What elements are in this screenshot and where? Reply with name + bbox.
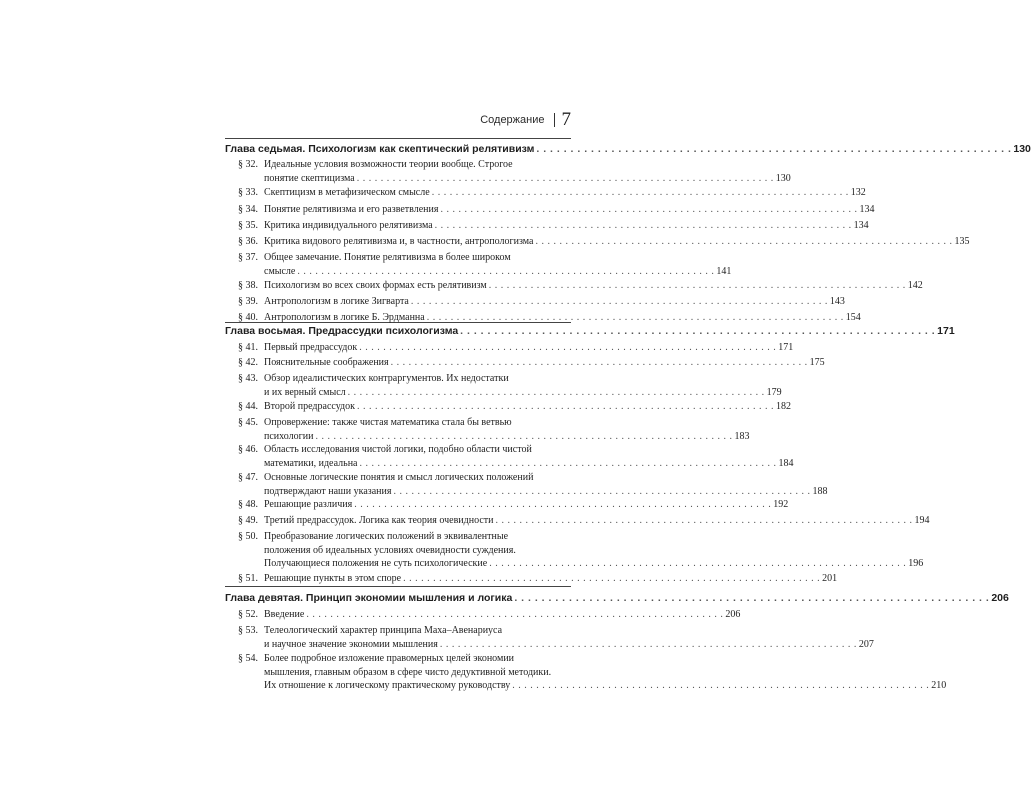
section-number: § 47. xyxy=(238,472,258,483)
section-number: § 37. xyxy=(238,252,258,263)
entry-title xyxy=(258,514,930,528)
entry-last-line xyxy=(264,514,930,528)
section-number: § 45. xyxy=(238,417,258,428)
entry-page-number: 206 xyxy=(725,609,741,620)
entry-last-line xyxy=(225,325,955,339)
entry-title-line: Опровержение: также чистая математика стала бы ветвью xyxy=(264,417,512,428)
section-number: § 43. xyxy=(238,373,258,384)
dot-leader xyxy=(460,325,935,339)
entry-title-line: Основные логические понятия и смысл логических положений xyxy=(264,472,534,483)
entry-title-line: Общее замечание. Понятие релятивизма в более широком xyxy=(264,252,511,263)
entry-title-line: Область исследования чистой логики, подобно области чистой xyxy=(264,444,532,455)
entry-page-number: 184 xyxy=(778,457,794,469)
entry-title-line: Третий предрассудок. Логика как теория очевидности xyxy=(264,515,494,526)
entry-title-line: подтверждают наши указания xyxy=(264,485,392,497)
dot-leader xyxy=(441,203,858,217)
dot-leader xyxy=(435,219,852,233)
dot-leader xyxy=(489,557,906,571)
entry-title xyxy=(225,143,1031,157)
entry-last-line xyxy=(264,430,749,444)
entry-last-line xyxy=(264,608,740,622)
entry-page-number: 142 xyxy=(907,280,923,291)
dot-leader xyxy=(297,265,714,279)
toc-section-entry[interactable] xyxy=(238,158,791,185)
entry-last-line xyxy=(264,203,875,217)
entry-last-line xyxy=(264,498,788,512)
toc-section-entry[interactable] xyxy=(238,235,970,249)
dot-leader xyxy=(440,638,857,652)
entry-title-line: Критика видового релятивизма и, в частности, антропологизма xyxy=(264,236,534,247)
entry-page-number: 130 xyxy=(775,172,791,184)
entry-title xyxy=(258,311,861,325)
toc-section-entry[interactable] xyxy=(238,219,869,233)
toc-section-entry[interactable] xyxy=(238,498,789,512)
entry-title-line: Второй предрассудок xyxy=(264,401,356,412)
running-head-divider xyxy=(554,113,555,127)
entry-title-line: психологии xyxy=(264,430,314,442)
dot-leader xyxy=(512,679,929,693)
dot-leader xyxy=(496,514,913,528)
dot-leader xyxy=(354,498,771,512)
entry-title xyxy=(225,592,1009,606)
entry-last-line xyxy=(264,485,827,499)
section-number: § 36. xyxy=(238,236,258,247)
entry-title xyxy=(225,325,955,339)
entry-last-line xyxy=(264,311,861,325)
section-number: § 50. xyxy=(238,531,258,542)
entry-title xyxy=(258,235,969,249)
toc-section-entry[interactable] xyxy=(238,356,825,370)
entry-last-line xyxy=(264,219,869,233)
entry-page-number: 143 xyxy=(829,296,845,307)
entry-title-line: Глава девятая. Принцип экономии мышления и логика xyxy=(225,592,513,604)
toc-section-entry[interactable] xyxy=(238,652,947,693)
entry-last-line xyxy=(264,341,793,355)
entry-title-line: Пояснительные соображения xyxy=(264,357,389,368)
entry-title-line: смысле xyxy=(264,265,296,277)
entry-title-line: Обзор идеалистических контраргументов. Их недостатки xyxy=(264,373,509,384)
entry-page-number: 175 xyxy=(809,357,825,368)
entry-title-line: Скептицизм в метафизическом смысле xyxy=(264,187,430,198)
entry-title-line: Решающие пункты в этом споре xyxy=(264,573,402,584)
entry-last-line xyxy=(264,356,825,370)
entry-title xyxy=(258,341,793,355)
dot-leader xyxy=(357,172,774,186)
entry-last-line xyxy=(225,143,1031,157)
section-number: § 42. xyxy=(238,357,258,368)
toc-section-entry[interactable] xyxy=(238,186,866,200)
entry-title xyxy=(258,251,731,278)
running-head-title: Содержание xyxy=(480,114,545,126)
entry-title-line: Первый предрассудок xyxy=(264,342,358,353)
entry-title-line: Глава седьмая. Психологизм как скептический релятивизм xyxy=(225,143,535,155)
entry-page-number: 201 xyxy=(822,573,838,584)
entry-title xyxy=(258,498,788,512)
entry-title xyxy=(258,572,837,586)
dot-leader xyxy=(403,572,820,586)
toc-section-entry[interactable] xyxy=(238,572,838,586)
section-number: § 54. xyxy=(238,653,258,664)
running-head xyxy=(200,108,571,132)
entry-title xyxy=(258,624,874,651)
entry-last-line xyxy=(264,265,731,279)
dot-leader xyxy=(411,295,828,309)
entry-page-number: 188 xyxy=(812,485,828,497)
entry-last-line xyxy=(264,186,866,200)
toc-section-entry[interactable] xyxy=(238,471,828,498)
section-number: § 39. xyxy=(238,296,258,307)
toc-section-entry[interactable] xyxy=(238,295,845,309)
toc-section-entry[interactable] xyxy=(238,311,861,325)
entry-title-line: Преобразование логических положений в эквивалентные xyxy=(264,531,509,542)
entry-title xyxy=(258,356,825,370)
entry-page-number: 207 xyxy=(858,638,874,650)
entry-last-line xyxy=(264,638,874,652)
section-number: § 44. xyxy=(238,401,258,412)
entry-title xyxy=(258,219,869,233)
entry-last-line xyxy=(264,572,837,586)
section-number: § 35. xyxy=(238,220,258,231)
toc-section-entry[interactable] xyxy=(238,203,875,217)
entry-page-number: 134 xyxy=(853,220,869,231)
entry-title xyxy=(258,416,749,443)
entry-title-line: Получающиеся положения не суть психологические xyxy=(264,558,488,569)
section-number: § 32. xyxy=(238,159,258,170)
entry-last-line xyxy=(264,386,782,400)
entry-page-number: 134 xyxy=(859,204,875,215)
toc-section-entry[interactable] xyxy=(238,624,874,651)
dot-leader xyxy=(536,143,1011,157)
entry-title xyxy=(258,471,827,498)
entry-last-line xyxy=(264,295,845,309)
entry-page-number: 141 xyxy=(716,265,732,277)
page-number: 7 xyxy=(561,109,571,130)
section-number: § 51. xyxy=(238,573,258,584)
entry-page-number: 179 xyxy=(766,386,782,398)
entry-last-line xyxy=(264,679,946,693)
entry-title xyxy=(258,203,875,217)
entry-title-line: Телеологический характер принципа Маха–Авенариуса xyxy=(264,625,503,636)
section-number: § 38. xyxy=(238,280,258,291)
dot-leader xyxy=(315,430,732,444)
entry-title-line: Психологизм во всех своих формах есть релятивизм xyxy=(264,280,487,291)
entry-title xyxy=(258,652,946,693)
entry-title xyxy=(258,295,845,309)
section-number: § 46. xyxy=(238,444,258,455)
toc-section-entry[interactable] xyxy=(238,400,792,414)
dot-leader xyxy=(427,311,844,325)
toc-chapter-entry[interactable] xyxy=(225,592,1009,606)
entry-title-line: Антропологизм в логике Зигварта xyxy=(264,296,409,307)
toc-chapter-entry[interactable] xyxy=(225,325,955,339)
entry-title xyxy=(258,530,923,571)
section-number: § 53. xyxy=(238,625,258,636)
entry-title xyxy=(258,186,866,200)
entry-title-line: понятие скептицизма xyxy=(264,172,355,184)
entry-title-line: Понятие релятивизма и его разветвления xyxy=(264,204,439,215)
entry-title xyxy=(258,158,791,185)
toc-section-entry[interactable] xyxy=(238,608,741,622)
entry-title-line: Их отношение к логическому практическому руководству xyxy=(264,680,511,691)
section-number: § 40. xyxy=(238,312,258,323)
entry-title-line: Более подробное изложение правомерных целей экономии xyxy=(264,653,515,664)
entry-page-number: 192 xyxy=(773,499,789,510)
entry-title-line: математики, идеальна xyxy=(264,457,358,469)
entry-page-number: 132 xyxy=(850,187,866,198)
toc-section-entry[interactable] xyxy=(238,251,732,278)
entry-title xyxy=(258,400,791,414)
dot-leader xyxy=(535,235,952,249)
dot-leader xyxy=(360,457,777,471)
entry-title-line: и научное значение экономии мышления xyxy=(264,638,438,650)
entry-title xyxy=(258,608,740,622)
toc-section-entry[interactable] xyxy=(238,279,923,293)
entry-page-number: 135 xyxy=(954,236,970,247)
section-number: § 48. xyxy=(238,499,258,510)
entry-last-line xyxy=(264,557,923,571)
section-number: § 34. xyxy=(238,204,258,215)
dot-leader xyxy=(393,485,810,499)
dot-leader xyxy=(348,386,765,400)
toc-section-entry[interactable] xyxy=(238,416,750,443)
entry-title-line: Критика индивидуального релятивизма xyxy=(264,220,433,231)
section-number: § 52. xyxy=(238,609,258,620)
entry-page-number: 182 xyxy=(776,401,792,412)
entry-title-line: Введение xyxy=(264,609,305,620)
dot-leader xyxy=(306,608,723,622)
toc-chapter-entry[interactable] xyxy=(225,143,1031,157)
entry-page-number: 206 xyxy=(991,592,1009,604)
entry-last-line xyxy=(264,457,794,471)
dot-leader xyxy=(489,279,906,293)
dot-leader xyxy=(432,186,849,200)
toc-section-entry[interactable] xyxy=(238,372,782,399)
entry-title-line: мышления, главным образом в сфере чисто дедуктивной методики. xyxy=(264,666,552,678)
entry-title xyxy=(258,443,794,470)
section-number: § 33. xyxy=(238,187,258,198)
dot-leader xyxy=(357,400,774,414)
toc-section-entry[interactable] xyxy=(238,341,794,355)
entry-title-line: и их верный смысл xyxy=(264,386,346,398)
dot-leader xyxy=(391,356,808,370)
entry-title xyxy=(258,279,923,293)
section-number: § 41. xyxy=(238,342,258,353)
entry-page-number: 183 xyxy=(734,430,750,442)
section-rule xyxy=(225,138,571,139)
entry-title-line: Идеальные условия возможности теории вообще. Строгое xyxy=(264,159,513,170)
entry-last-line xyxy=(225,592,1009,606)
entry-page-number: 194 xyxy=(914,515,930,526)
entry-last-line xyxy=(264,279,923,293)
toc-section-entry[interactable] xyxy=(238,514,930,528)
section-rule xyxy=(225,586,571,587)
entry-page-number: 171 xyxy=(937,325,955,337)
entry-title-line: Антропологизм в логике Б. Эрдманна xyxy=(264,312,425,323)
entry-page-number: 210 xyxy=(931,680,947,691)
section-number: § 49. xyxy=(238,515,258,526)
entry-last-line xyxy=(264,400,791,414)
entry-last-line xyxy=(264,172,791,186)
toc-section-entry[interactable] xyxy=(238,530,924,571)
dot-leader xyxy=(359,341,776,355)
entry-title-line: Глава восьмая. Предрассудки психологизма xyxy=(225,325,459,337)
dot-leader xyxy=(514,592,989,606)
entry-page-number: 130 xyxy=(1013,143,1031,155)
entry-page-number: 154 xyxy=(845,312,861,323)
entry-page-number: 171 xyxy=(778,342,794,353)
entry-title-line: Решающие различия xyxy=(264,499,353,510)
entry-last-line xyxy=(264,235,969,249)
entry-title xyxy=(258,372,782,399)
toc-section-entry[interactable] xyxy=(238,443,794,470)
entry-title-line: положения об идеальных условиях очевидности суждения. xyxy=(264,544,516,556)
entry-page-number: 196 xyxy=(908,558,924,569)
